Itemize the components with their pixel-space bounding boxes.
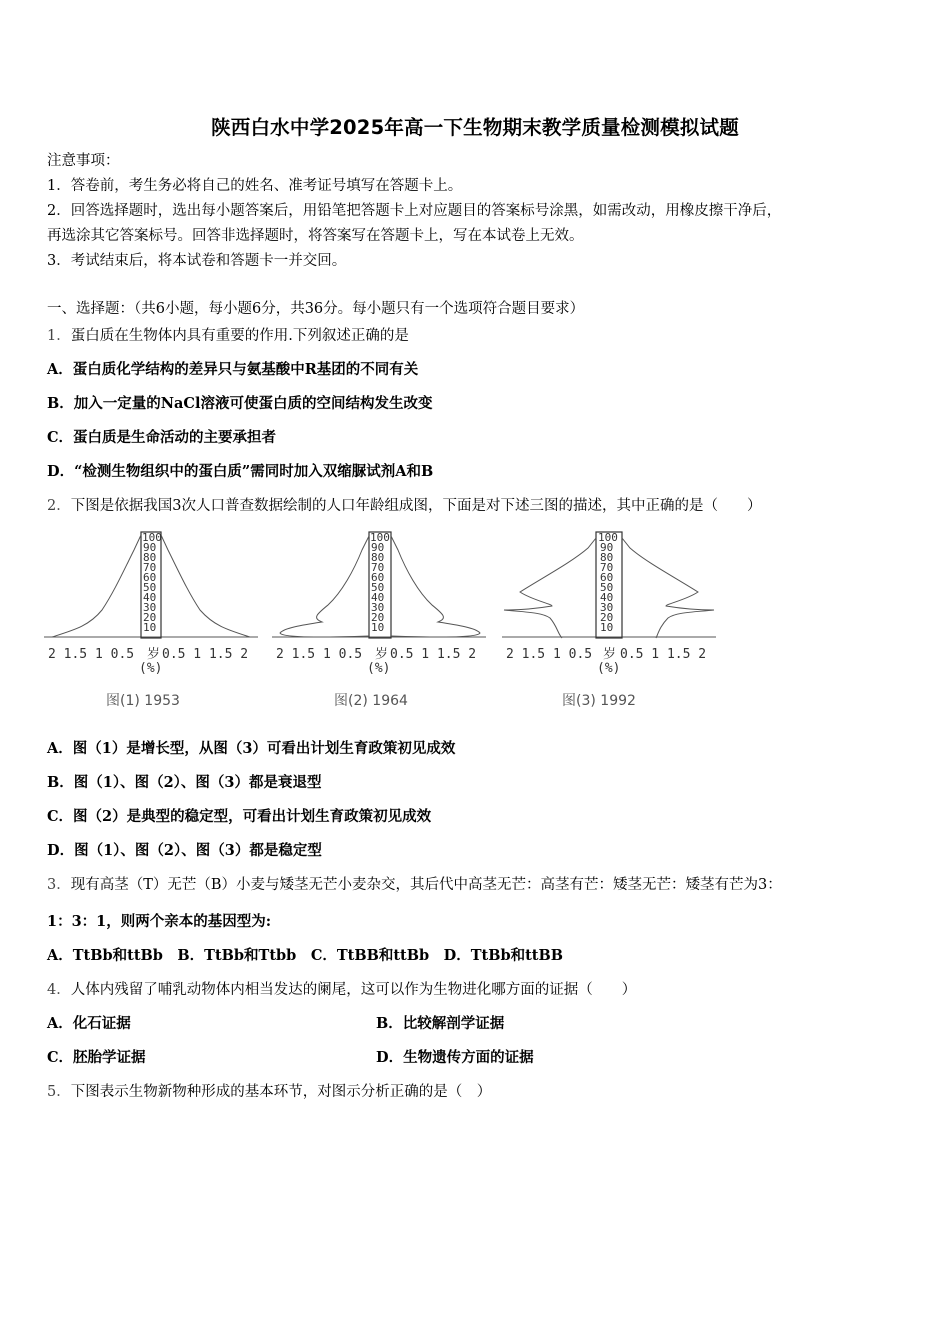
population-pyramid-1953 xyxy=(44,530,258,715)
axis-ticks-left: 2 1.5 1 0.5 xyxy=(506,647,593,662)
q1-option-d: D．“检测生物组织中的蛋白质”需同时加入双缩脲试剂A和B xyxy=(47,463,434,480)
population-pyramid-1992 xyxy=(502,530,716,715)
age-label: 70 xyxy=(143,561,157,574)
q4-option-b: B．比较解剖学证据 xyxy=(376,1015,505,1032)
age-label: 30 xyxy=(371,601,385,614)
figure-caption: 图(1) 1953 xyxy=(106,693,180,709)
notice-heading: 注意事项： xyxy=(47,153,120,169)
q2-option-a: A．图（1）是增长型，从图（3）可看出计划生育政策初见成效 xyxy=(47,740,456,757)
axis-ticks-right: 0.5 1 1.5 2 xyxy=(162,647,249,662)
age-label: 70 xyxy=(600,561,614,574)
age-label: 10 xyxy=(600,621,614,634)
axis-mid-label: 岁 xyxy=(147,647,161,662)
question-number: 1． xyxy=(47,328,71,344)
question-4 xyxy=(47,980,636,1000)
axis-ticks-left: 2 1.5 1 0.5 xyxy=(48,647,135,662)
q2-option-d: D．图（1）、图（2）、图（3）都是稳定型 xyxy=(47,842,322,859)
question-5 xyxy=(47,1082,491,1102)
age-label: 60 xyxy=(371,571,385,584)
axis-unit: (%) xyxy=(597,661,621,676)
axis-mid-label: 岁 xyxy=(603,647,617,662)
age-label: 50 xyxy=(600,581,614,594)
q2-option-c: C．图（2）是典型的稳定型，可看出计划生育政策初见成效 xyxy=(47,808,432,825)
question-stem: 现有高茎（T）无芒（B）小麦与矮茎无芒小麦杂交，其后代中高茎无芒：高茎有芒：矮茎无芒：矮茎有芒为3： xyxy=(70,877,782,893)
age-label: 80 xyxy=(143,551,157,564)
axis-unit: (%) xyxy=(139,661,163,676)
axis-ticks-left: 2 1.5 1 0.5 xyxy=(276,647,363,662)
axis-unit: (%) xyxy=(367,661,391,676)
age-label: 50 xyxy=(371,581,385,594)
question-number: 5． xyxy=(47,1084,71,1100)
question-number: 3． xyxy=(47,877,71,893)
question-number: 4． xyxy=(47,982,71,998)
question-stem: 人体内残留了哺乳动物体内相当发达的阑尾，这可以作为生物进化哪方面的证据（ ） xyxy=(70,982,637,998)
age-label: 10 xyxy=(143,621,157,634)
question-1 xyxy=(47,326,409,346)
age-label: 30 xyxy=(143,601,157,614)
age-label: 80 xyxy=(371,551,385,564)
age-label: 70 xyxy=(371,561,385,574)
q1-option-c: C．蛋白质是生命活动的主要承担者 xyxy=(47,429,277,446)
question-stem: 下图是依据我国3次人口普查数据绘制的人口年龄组成图，下面是对下述三图的描述，其中正确的是（ ） xyxy=(70,498,762,514)
notice-item: 2．回答选择题时，选出每小题答案后，用铅笔把答题卡上对应题目的答案标号涂黑，如需改动，用橡皮擦干净后， xyxy=(47,203,782,219)
age-label: 90 xyxy=(371,541,385,554)
question-3-continued: 1：3：1，则两个亲本的基因型为: xyxy=(47,913,272,930)
axis-mid-label: 岁 xyxy=(375,647,389,662)
figure-caption: 图(2) 1964 xyxy=(334,693,408,709)
notice-item: 再选涂其它答案标号。回答非选择题时，将答案写在答题卡上，写在本试卷上无效。 xyxy=(47,228,584,244)
age-label: 10 xyxy=(371,621,385,634)
q4-option-d: D．生物遗传方面的证据 xyxy=(376,1049,534,1066)
question-stem: 蛋白质在生物体内具有重要的作用.下列叙述正确的是 xyxy=(70,328,409,344)
age-label: 90 xyxy=(600,541,614,554)
question-stem: 下图表示生物新物种形成的基本环节，对图示分析正确的是（ ） xyxy=(70,1084,492,1100)
q4-option-a: A．化石证据 xyxy=(47,1015,131,1032)
age-label: 90 xyxy=(143,541,157,554)
age-label: 80 xyxy=(600,551,614,564)
population-pyramid-1964 xyxy=(272,530,486,715)
age-label: 40 xyxy=(371,591,385,604)
age-label: 100 xyxy=(370,531,390,544)
age-label: 20 xyxy=(371,611,385,624)
question-3 xyxy=(47,875,782,895)
q2-option-b: B．图（1）、图（2）、图（3）都是衰退型 xyxy=(47,774,322,791)
notice-item: 1．答卷前，考生务必将自己的姓名、准考证号填写在答题卡上。 xyxy=(47,178,463,194)
age-label: 60 xyxy=(143,571,157,584)
question-number: 2． xyxy=(47,498,71,514)
age-label: 20 xyxy=(143,611,157,624)
q1-option-b: B．加入一定量的NaCl溶液可使蛋白质的空间结构发生改变 xyxy=(47,395,433,412)
q3-options: A．TtBb和ttBb B．TtBb和Ttbb C．TtBB和ttBb D．TtBb和ttBB xyxy=(47,947,564,964)
axis-ticks-right: 0.5 1 1.5 2 xyxy=(390,647,477,662)
figure-caption: 图(3) 1992 xyxy=(562,693,636,709)
age-label: 40 xyxy=(600,591,614,604)
age-label: 100 xyxy=(142,531,162,544)
age-label: 20 xyxy=(600,611,614,624)
q1-option-a: A．蛋白质化学结构的差异只与氨基酸中R基团的不同有关 xyxy=(47,361,419,378)
axis-ticks-right: 0.5 1 1.5 2 xyxy=(620,647,707,662)
age-label: 100 xyxy=(598,531,618,544)
age-label: 60 xyxy=(600,571,614,584)
q4-option-c: C．胚胎学证据 xyxy=(47,1049,146,1066)
exam-title: 陕西白水中学2025年高一下生物期末教学质量检测模拟试题 xyxy=(211,116,739,139)
age-label: 50 xyxy=(143,581,157,594)
notice-item: 3．考试结束后，将本试卷和答题卡一并交回。 xyxy=(47,253,347,269)
section-heading: 一、选择题：（共6小题，每小题6分，共36分。每小题只有一个选项符合题目要求） xyxy=(47,301,585,317)
age-label: 30 xyxy=(600,601,614,614)
age-label: 40 xyxy=(143,591,157,604)
question-2 xyxy=(47,496,761,516)
